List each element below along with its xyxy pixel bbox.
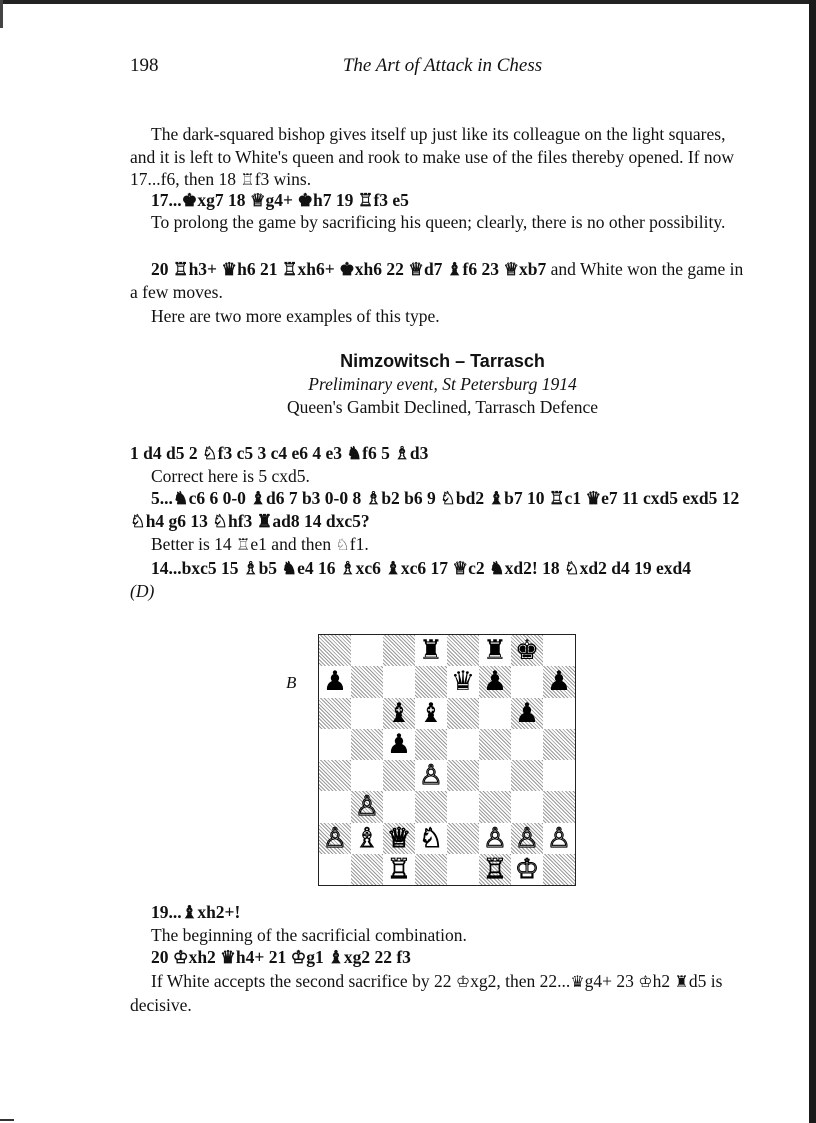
square-g3 xyxy=(511,791,543,822)
paragraph-3: Here are two more examples of this type. xyxy=(151,306,440,326)
piece-white-g1: ♔ xyxy=(514,853,540,885)
square-a4 xyxy=(319,760,351,791)
moves-5: 14...bxc5 15 ♗b5 ♞e4 16 ♗xc6 ♝xc6 17 ♕c2 ♞xd2! 18 ♘xd2 d4 19 exd4 xyxy=(151,558,692,578)
paragraph-4: Correct here is 5 cxd5. xyxy=(151,466,310,486)
piece-white-c1: ♖ xyxy=(386,853,412,885)
square-b6 xyxy=(351,698,383,729)
square-c4 xyxy=(383,760,415,791)
piece-black-d8: ♜ xyxy=(418,635,444,666)
scan-right-edge xyxy=(809,0,816,1123)
piece-black-f8: ♜ xyxy=(482,635,508,666)
paragraph-6: The beginning of the sacrificial combination. xyxy=(151,925,467,945)
square-h8 xyxy=(543,635,575,666)
square-b1 xyxy=(351,854,383,885)
square-d5 xyxy=(415,729,447,760)
piece-black-g6: ♟ xyxy=(514,697,540,729)
game-event: Preliminary event, St Petersburg 1914 xyxy=(308,374,577,394)
game-players: Nimzowitsch – Tarrasch xyxy=(340,351,545,371)
square-d7 xyxy=(415,666,447,697)
square-h6 xyxy=(543,698,575,729)
paragraph-7: If White accepts the second sacrifice by 22 ♔xg2, then 22...♛g4+ 23 ♔h2 ♜d5 is decisive. xyxy=(130,971,723,1015)
chess-diagram xyxy=(318,634,576,886)
square-g7 xyxy=(511,666,543,697)
piece-white-a2: ♙ xyxy=(322,822,348,854)
piece-black-d6: ♝ xyxy=(418,697,444,729)
square-g4 xyxy=(511,760,543,791)
piece-black-f7: ♟ xyxy=(482,666,508,698)
square-c3 xyxy=(383,791,415,822)
paragraph-5: Better is 14 ♖e1 and then ♘f1. xyxy=(151,534,369,554)
scan-mark-top xyxy=(0,0,3,28)
running-title: The Art of Attack in Chess xyxy=(342,55,543,76)
piece-black-g8: ♚ xyxy=(514,635,540,666)
scan-mark xyxy=(0,1119,14,1121)
square-d1 xyxy=(415,854,447,885)
piece-white-h2: ♙ xyxy=(546,822,572,854)
square-d3 xyxy=(415,791,447,822)
paragraph-1: The dark-squared bishop gives itself up just like its colleague on the light squares, and it is left to White's queen and rook to make use of the files thereby opened. If now 17...f6, then 18 ♖f3 wins. xyxy=(130,124,734,189)
piece-black-c6: ♝ xyxy=(386,697,412,729)
square-e6 xyxy=(447,698,479,729)
side-to-move-label: B xyxy=(286,673,297,692)
square-e1 xyxy=(447,854,479,885)
moves-2: 20 ♖h3+ ♛h6 21 ♖xh6+ ♚xh6 22 ♕d7 ♝f6 23 ♕xb7 and White won the game in a few moves. xyxy=(130,259,744,302)
piece-white-f2: ♙ xyxy=(482,822,508,854)
moves-6: 19...♝xh2+! xyxy=(151,902,241,922)
square-e2 xyxy=(447,823,479,854)
square-e4 xyxy=(447,760,479,791)
square-h4 xyxy=(543,760,575,791)
square-c7 xyxy=(383,666,415,697)
square-a5 xyxy=(319,729,351,760)
square-a3 xyxy=(319,791,351,822)
moves-1: 17...♚xg7 18 ♕g4+ ♚h7 19 ♖f3 e5 xyxy=(151,190,409,210)
piece-black-h7: ♟ xyxy=(546,666,572,698)
square-e3 xyxy=(447,791,479,822)
square-f3 xyxy=(479,791,511,822)
square-e8 xyxy=(447,635,479,666)
square-b7 xyxy=(351,666,383,697)
square-a1 xyxy=(319,854,351,885)
piece-black-a7: ♟ xyxy=(322,666,348,698)
paragraph-2: To prolong the game by sacrificing his queen; clearly, there is no other possibility. xyxy=(151,212,726,232)
piece-white-f1: ♖ xyxy=(482,853,508,885)
page-number: 198 xyxy=(130,55,159,76)
piece-white-b2: ♗ xyxy=(354,822,380,854)
square-b8 xyxy=(351,635,383,666)
square-b5 xyxy=(351,729,383,760)
piece-white-d2: ♘ xyxy=(418,822,444,854)
square-a8 xyxy=(319,635,351,666)
square-h3 xyxy=(543,791,575,822)
square-h5 xyxy=(543,729,575,760)
diagram-reference: (D) xyxy=(130,581,155,601)
square-f4 xyxy=(479,760,511,791)
square-f6 xyxy=(479,698,511,729)
game-opening: Queen's Gambit Declined, Tarrasch Defence xyxy=(286,397,599,417)
square-e5 xyxy=(447,729,479,760)
piece-white-c2: ♕ xyxy=(386,822,412,854)
moves-4: 5...♞c6 6 0-0 ♝d6 7 b3 0-0 8 ♗b2 b6 9 ♘bd2 ♝b7 10 ♖c1 ♛e7 11 cxd5 exd5 12 ♘h4 g6 13 ♘hf3 ♜ad8 14 dxc5? xyxy=(130,488,740,531)
page-top-rule xyxy=(0,0,812,4)
piece-white-g2: ♙ xyxy=(514,822,540,854)
square-a6 xyxy=(319,698,351,729)
square-b4 xyxy=(351,760,383,791)
square-f5 xyxy=(479,729,511,760)
piece-black-e7: ♛ xyxy=(450,666,476,698)
piece-black-c5: ♟ xyxy=(386,728,412,760)
piece-white-b3: ♙ xyxy=(354,791,380,823)
square-g5 xyxy=(511,729,543,760)
moves-7: 20 ♔xh2 ♛h4+ 21 ♔g1 ♝xg2 22 f3 xyxy=(151,947,411,967)
square-h1 xyxy=(543,854,575,885)
piece-white-d4: ♙ xyxy=(418,760,444,791)
moves-3: 1 d4 d5 2 ♘f3 c5 3 c4 e6 4 e3 ♞f6 5 ♗d3 xyxy=(130,443,429,463)
square-c8 xyxy=(383,635,415,666)
